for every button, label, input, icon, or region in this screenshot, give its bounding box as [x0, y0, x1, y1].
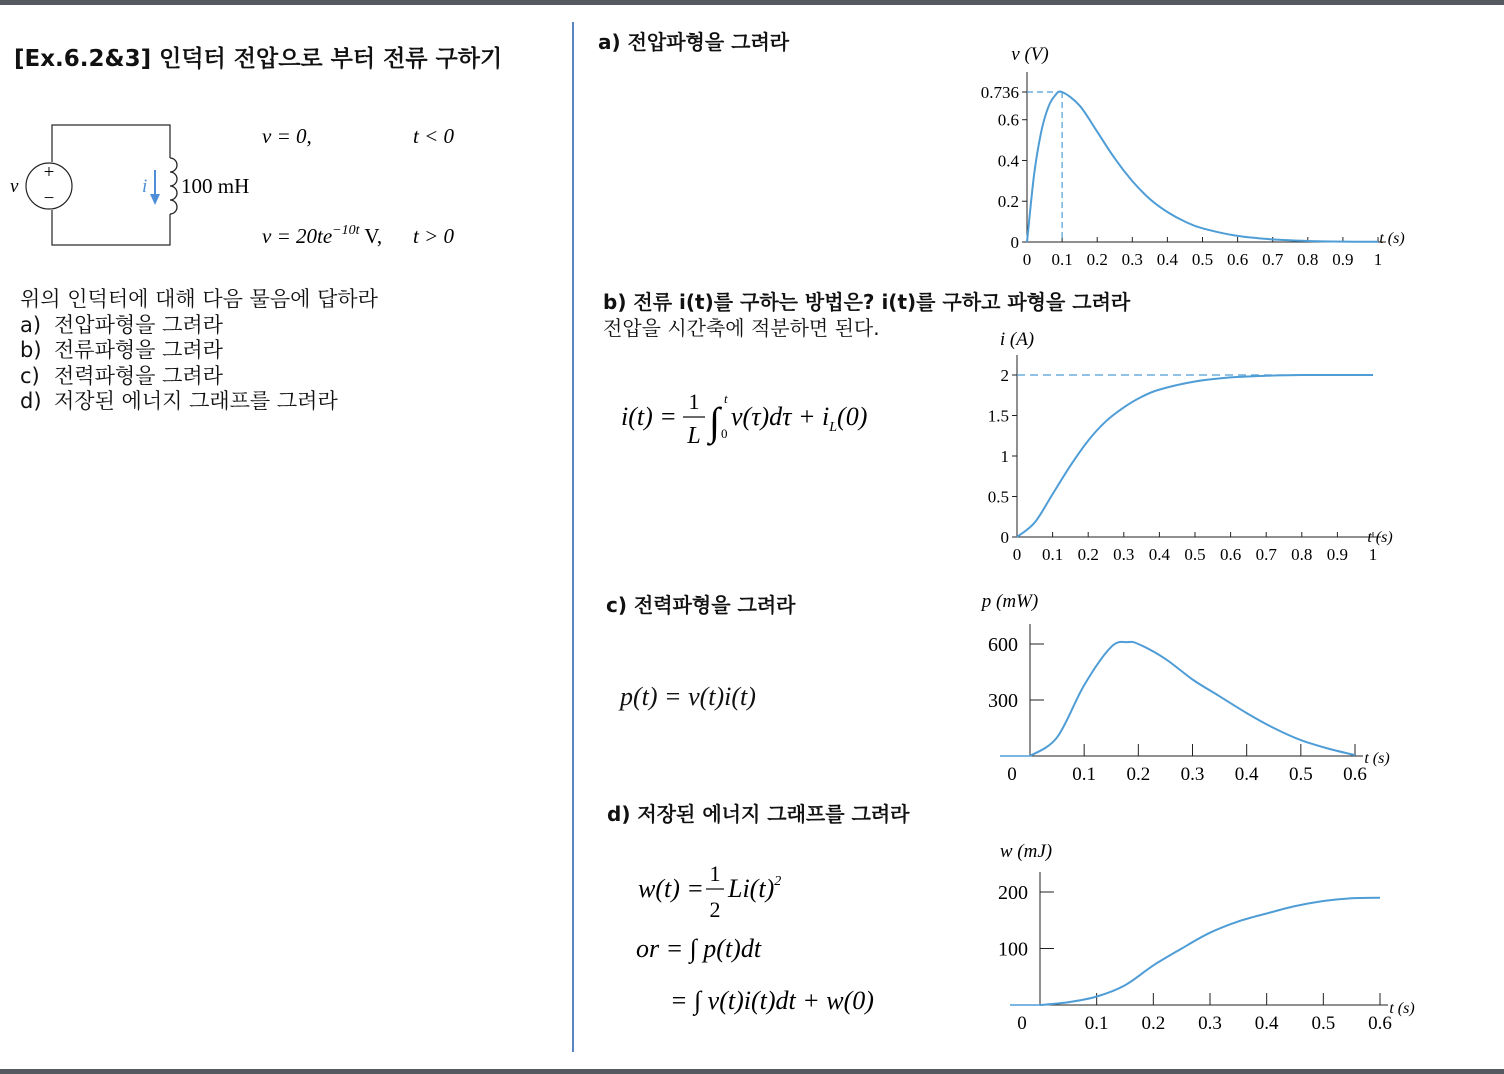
condition-1-range: t < 0 — [413, 124, 455, 148]
x-tick-label: 0.1 — [1051, 250, 1073, 269]
x-tick-label: 0 — [1017, 1013, 1027, 1034]
question-item-c: c) 전력파형을 그려라 — [20, 363, 223, 388]
svg-text:= ∫ v(t)i(t)dt + w(0): = ∫ v(t)i(t)dt + w(0) — [670, 986, 874, 1015]
condition-2-equation: $v = 20te^{-10t}$ V, — [262, 223, 383, 248]
x-tick-label: 0.3 — [1198, 1013, 1222, 1034]
page-title: [Ex.6.2&3] 인덕터 전압으로 부터 전류 구하기 — [14, 46, 503, 72]
question-list — [20, 287, 378, 415]
y-tick-label: 0 — [1000, 528, 1009, 547]
x-tick-label: 0 — [1007, 764, 1017, 785]
x-tick-label: 0.2 — [1086, 250, 1108, 269]
svg-text:2: 2 — [709, 897, 721, 922]
y-tick-label: 300 — [988, 690, 1018, 712]
x-tick-label: 0.5 — [1184, 545, 1206, 564]
x-axis-label: t (s) — [1389, 1000, 1415, 1017]
x-tick-label: 0 — [1022, 250, 1032, 269]
bottom-border — [0, 1069, 1504, 1074]
svg-text:i(t) =: i(t) = — [621, 402, 677, 431]
x-tick-label: 0.1 — [1041, 545, 1064, 564]
x-tick-label: 0.1 — [1072, 764, 1097, 785]
current-chart — [970, 325, 1410, 570]
y-axis-label: v (V) — [1011, 44, 1049, 65]
power-chart — [980, 585, 1420, 790]
x-axis-label: t (s) — [1367, 529, 1393, 546]
x-tick-label: 1 — [1373, 250, 1383, 269]
source-minus: − — [43, 188, 55, 209]
question-intro: 위의 인덕터에 대해 다음 물음에 답하라 — [20, 287, 378, 311]
section-c-heading: c) 전력파형을 그려라 — [606, 593, 796, 617]
x-tick-label: 0.2 — [1077, 545, 1099, 564]
x-tick-label: 0.4 — [1156, 250, 1179, 269]
x-tick-label: 0.2 — [1126, 764, 1151, 785]
svg-text:1: 1 — [709, 861, 721, 886]
y-tick-label: 1 — [1000, 447, 1009, 466]
x-tick-label: 0.6 — [1226, 250, 1249, 269]
y-tick-label: 100 — [998, 938, 1028, 961]
x-tick-label: 0.5 — [1288, 764, 1313, 785]
x-tick-label: 0.9 — [1326, 545, 1349, 564]
series-line — [1040, 898, 1380, 1005]
voltage-chart — [960, 40, 1415, 275]
x-tick-label: 0.7 — [1255, 545, 1277, 564]
x-tick-label: 0.1 — [1084, 1013, 1109, 1034]
section-b-note: 전압을 시간축에 적분하면 된다. — [603, 316, 880, 340]
question-item-d: d) 저장된 에너지 그래프를 그려라 — [20, 389, 338, 413]
svg-text:Li(t)2: $Li(t)^2$ — [728, 874, 782, 903]
energy-chart — [990, 835, 1430, 1040]
x-tick-label: 0.9 — [1332, 250, 1354, 269]
circuit-diagram — [0, 110, 480, 260]
y-tick-label: 1.5 — [987, 406, 1009, 426]
series-line — [1017, 375, 1373, 537]
x-tick-label: 0.4 — [1254, 1013, 1279, 1034]
svg-text:1: 1 — [688, 389, 700, 414]
column-divider — [572, 22, 574, 1052]
x-tick-label: 0.3 — [1180, 764, 1205, 785]
inductor-label: 100 mH — [181, 174, 250, 198]
current-label: i — [142, 176, 148, 197]
y-axis-label: i (A) — [999, 329, 1035, 350]
svg-text:L: L — [687, 423, 701, 449]
y-tick-label: 200 — [998, 882, 1028, 904]
question-item-a: a) 전압파형을 그려라 — [20, 312, 223, 337]
x-tick-label: 0.5 — [1191, 250, 1214, 269]
y-tick-label: 0.2 — [997, 192, 1019, 212]
source-label: v — [10, 176, 19, 197]
y-tick-label: 0.736 — [980, 83, 1019, 102]
condition-1-equation: v = 0, — [262, 124, 312, 148]
y-tick-label: 0 — [1010, 233, 1019, 252]
series-line — [1027, 91, 1378, 242]
svg-text:w(t) =: w(t) = — [638, 874, 704, 903]
x-tick-label: 0.3 — [1113, 545, 1135, 564]
svg-text:v(τ)dτ + iL(0): $v(\tau)d\tau + i_L(0)$ — [731, 402, 868, 435]
x-tick-label: 0.6 — [1343, 764, 1367, 785]
x-tick-label: 0.2 — [1141, 1013, 1166, 1034]
svg-text:or = ∫ p(t)dt: or = ∫ p(t)dt — [636, 934, 762, 963]
x-tick-label: 1 — [1368, 545, 1378, 564]
x-tick-label: 0.3 — [1121, 250, 1143, 269]
condition-2-range: t > 0 — [413, 224, 455, 248]
current-equation — [615, 380, 915, 455]
y-tick-label: 0.6 — [997, 110, 1019, 130]
section-d-heading: d) 저장된 에너지 그래프를 그려라 — [607, 802, 910, 826]
svg-text:t: t — [724, 391, 728, 406]
question-item-b: b) 전류파형을 그려라 — [20, 338, 223, 362]
power-equation: p(t) = v(t)i(t) — [620, 682, 756, 711]
svg-text:0: 0 — [721, 426, 728, 441]
x-tick-label: 0.6 — [1368, 1013, 1392, 1034]
section-b-heading: b) 전류 i(t)를 구하는 방법은? i(t)를 구하고 파형을 그려라 — [603, 290, 1131, 314]
y-axis-label: p (mW) — [981, 591, 1039, 612]
y-tick-label: 0.4 — [997, 151, 1019, 171]
y-axis-label: w (mJ) — [999, 841, 1053, 862]
x-axis-label: t (s) — [1379, 230, 1405, 247]
x-tick-label: 0.8 — [1297, 250, 1319, 269]
top-border — [0, 0, 1504, 5]
y-tick-label: 2 — [1000, 366, 1009, 385]
source-plus: + — [43, 162, 55, 183]
x-tick-label: 0.8 — [1291, 545, 1313, 564]
x-tick-label: 0.7 — [1262, 250, 1284, 269]
x-tick-label: 0.5 — [1311, 1013, 1336, 1034]
x-axis-label: t (s) — [1364, 750, 1390, 767]
y-tick-label: 0.5 — [987, 487, 1009, 507]
x-tick-label: 0.4 — [1148, 545, 1171, 564]
x-tick-label: 0 — [1012, 545, 1022, 564]
section-a-heading: a) 전압파형을 그려라 — [598, 30, 790, 54]
x-tick-label: 0.4 — [1234, 764, 1259, 785]
y-tick-label: 600 — [988, 634, 1018, 656]
series-line — [1030, 642, 1355, 756]
x-tick-label: 0.6 — [1219, 545, 1242, 564]
energy-equation — [630, 855, 930, 1025]
integral-sign: ∫ — [709, 399, 720, 444]
